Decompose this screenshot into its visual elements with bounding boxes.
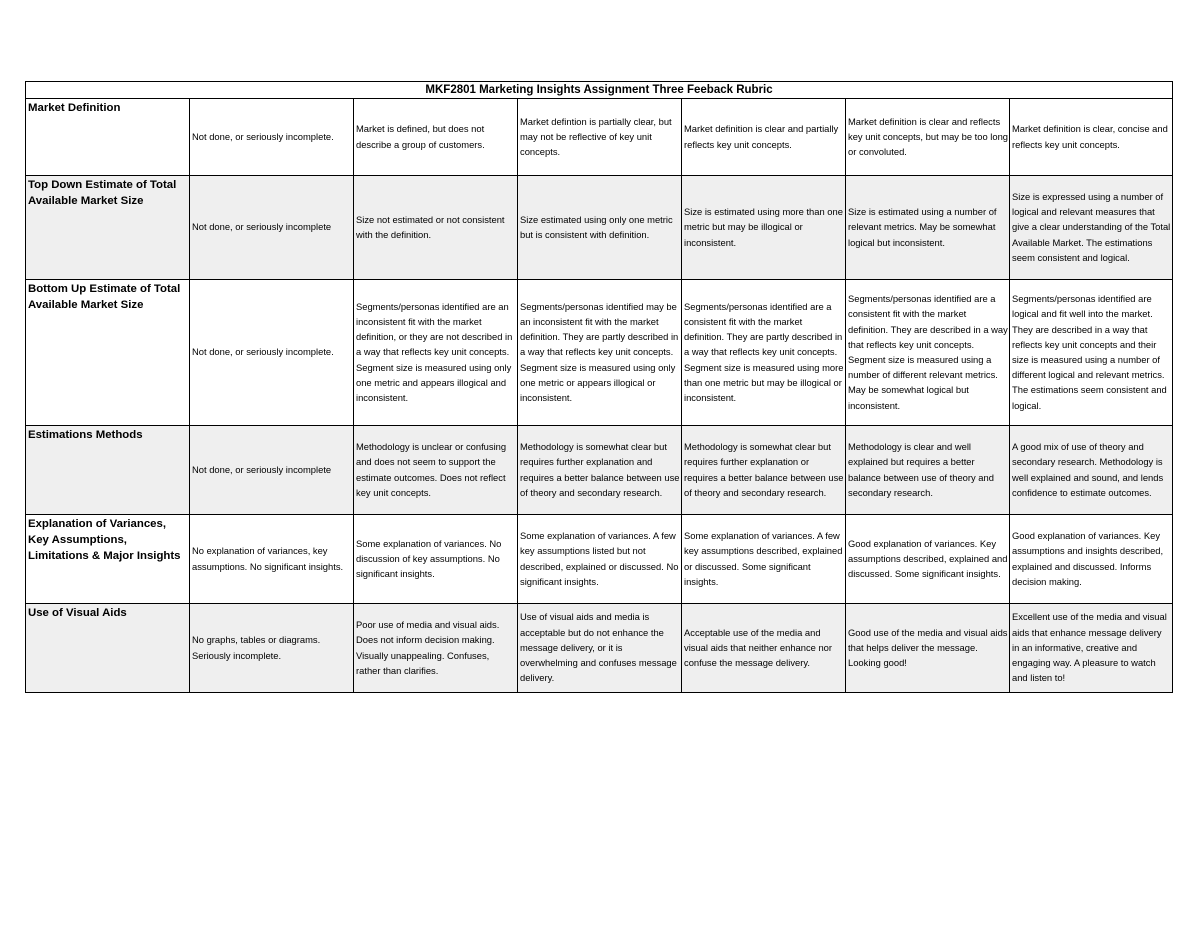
level-cell: Poor use of media and visual aids. Does not inform decision making. Visually unappealing. Confuses, rather than clarifies.: [354, 604, 518, 693]
level-cell: Methodology is clear and well explained but requires a better balance between use of theory and secondary research.: [846, 426, 1010, 515]
level-cell: Size is estimated using a number of relevant metrics. May be somewhat logical but inconsistent.: [846, 176, 1010, 280]
level-cell: Market defintion is partially clear, but may not be reflective of key unit concepts.: [518, 99, 682, 176]
level-cell: Excellent use of the media and visual aids that enhance message delivery in an informative, creative and engaging way. A pleasure to watch and listen to!: [1010, 604, 1173, 693]
level-cell: Good use of the media and visual aids that helps deliver the message. Looking good!: [846, 604, 1010, 693]
level-cell: Market definition is clear and reflects key unit concepts, but may be too long or convoluted.: [846, 99, 1010, 176]
level-cell: Size is estimated using more than one metric but may be illogical or inconsistent.: [682, 176, 846, 280]
rubric-document: [25, 81, 1172, 693]
criterion-cell: Estimations Methods: [26, 426, 190, 515]
level-cell: Segments/personas identified are a consistent fit with the market definition. They are described in a way that reflects key unit concepts. Segment size is measured using a number of different relevant metrics. May be somewhat logical but inconsistent.: [846, 280, 1010, 426]
criterion-cell: Explanation of Variances, Key Assumptions, Limitations & Major Insights: [26, 515, 190, 604]
level-cell: Segments/personas identified are logical and fit well into the market. They are described in a way that reflects key unit concepts and their size is measured using a number of different logical and relevant metrics. The estimations seem consistent and logical.: [1010, 280, 1173, 426]
level-cell: Acceptable use of the media and visual aids that neither enhance nor confuse the message delivery.: [682, 604, 846, 693]
level-cell: No explanation of variances, key assumptions. No significant insights.: [190, 515, 354, 604]
level-cell: Segments/personas identified are an inconsistent fit with the market definition, or they are not described in a way that reflects key unit concepts. Segment size is measured using only one metric and appears illogical and inconsistent.: [354, 280, 518, 426]
criterion-cell: Bottom Up Estimate of Total Available Market Size: [26, 280, 190, 426]
level-cell: Methodology is unclear or confusing and does not seem to support the estimate outcomes. Does not reflect key unit concepts.: [354, 426, 518, 515]
level-cell: A good mix of use of theory and secondary research. Methodology is well explained and sound, and lends confidence to estimate outcomes.: [1010, 426, 1173, 515]
criterion-cell: Market Definition: [26, 99, 190, 176]
level-cell: Segments/personas identified may be an inconsistent fit with the market definition. They are partly described in a way that reflects key unit concepts. Segment size is measured using only one metric or appears illogical or inconsistent.: [518, 280, 682, 426]
criterion-cell: Top Down Estimate of Total Available Market Size: [26, 176, 190, 280]
rubric-row-estimation-methods: [26, 426, 1173, 515]
level-cell: Some explanation of variances. No discussion of key assumptions. No significant insights.: [354, 515, 518, 604]
level-cell: No graphs, tables or diagrams. Seriously incomplete.: [190, 604, 354, 693]
level-cell: Size estimated using only one metric but is consistent with definition.: [518, 176, 682, 280]
level-cell: Market definition is clear, concise and reflects key unit concepts.: [1010, 99, 1173, 176]
rubric-row-visual-aids: [26, 604, 1173, 693]
level-cell: Not done, or seriously incomplete.: [190, 280, 354, 426]
rubric-title: MKF2801 Marketing Insights Assignment Three Feeback Rubric: [26, 82, 1173, 99]
level-cell: Some explanation of variances. A few key assumptions described, explained or discussed. Some significant insights.: [682, 515, 846, 604]
rubric-row-top-down-estimate: [26, 176, 1173, 280]
level-cell: Some explanation of variances. A few key assumptions listed but not described, explained or discussed. No significant insights.: [518, 515, 682, 604]
level-cell: Not done, or seriously incomplete: [190, 426, 354, 515]
level-cell: Size not estimated or not consistent with the definition.: [354, 176, 518, 280]
level-cell: Not done, or seriously incomplete: [190, 176, 354, 280]
level-cell: Not done, or seriously incomplete.: [190, 99, 354, 176]
level-cell: Good explanation of variances. Key assumptions and insights described, explained and discussed. Informs decision making.: [1010, 515, 1173, 604]
rubric-row-market-definition: [26, 99, 1173, 176]
level-cell: Methodology is somewhat clear but requires further explanation or requires a better balance between use of theory and secondary research.: [682, 426, 846, 515]
level-cell: Market definition is clear and partially reflects key unit concepts.: [682, 99, 846, 176]
rubric-row-explanation-of-variances: [26, 515, 1173, 604]
level-cell: Use of visual aids and media is acceptable but do not enhance the message delivery, or it is overwhelming and confuses message delivery.: [518, 604, 682, 693]
level-cell: Size is expressed using a number of logical and relevant measures that give a clear understanding of the Total Available Market. The estimations seem consistent and logical.: [1010, 176, 1173, 280]
rubric-row-bottom-up-estimate: [26, 280, 1173, 426]
level-cell: Segments/personas identified are a consistent fit with the market definition. They are partly described in a way that reflects key unit concepts. Segment size is measured using more than one metric but may be illogical or inconsistent.: [682, 280, 846, 426]
level-cell: Methodology is somewhat clear but requires further explanation and requires a better balance between use of theory and secondary research.: [518, 426, 682, 515]
level-cell: Market is defined, but does not describe a group of customers.: [354, 99, 518, 176]
criterion-cell: Use of Visual Aids: [26, 604, 190, 693]
rubric-table: [25, 81, 1173, 693]
level-cell: Good explanation of variances. Key assumptions described, explained and discussed. Some significant insights.: [846, 515, 1010, 604]
